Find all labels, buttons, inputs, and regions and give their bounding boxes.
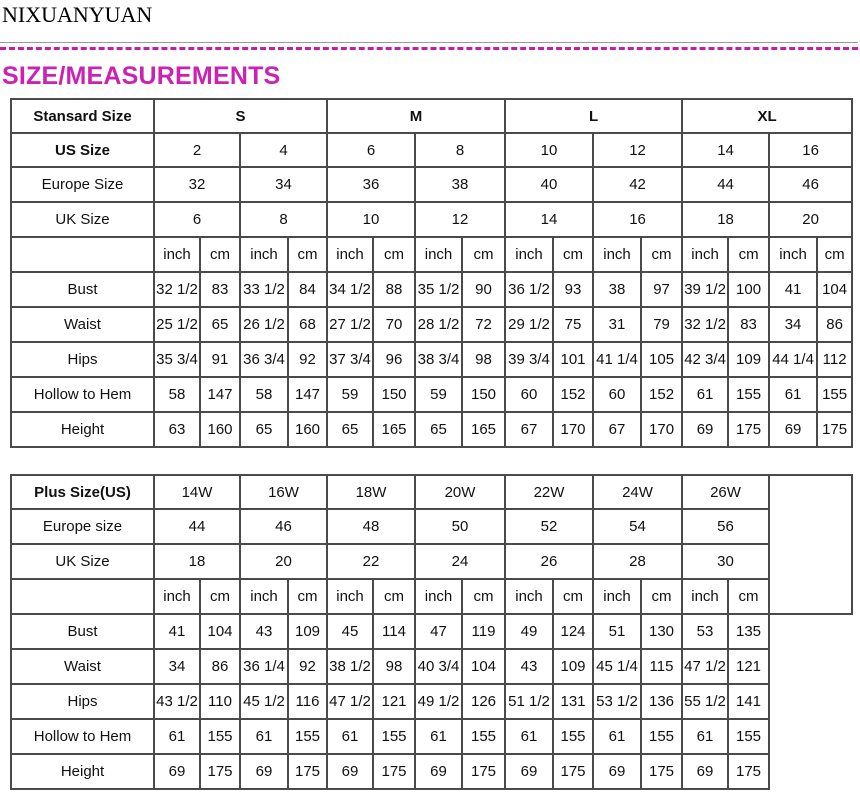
measurement-inch-value: 45 1/4: [593, 649, 641, 684]
europe-size-cell: 36: [327, 167, 415, 202]
measurement-cm-value: 101: [553, 342, 593, 377]
measurement-inch-value: 59: [415, 377, 462, 412]
measurement-cm-value: 72: [462, 307, 505, 342]
measurement-cm-value: 65: [200, 307, 240, 342]
measurement-cm-value: 152: [641, 377, 682, 412]
europe-size-cell: 46: [769, 167, 852, 202]
measurement-cm-value: 175: [817, 412, 852, 447]
measurement-cm-value: 147: [288, 377, 327, 412]
europe-size-cell: 42: [593, 167, 682, 202]
standard-size-table: [10, 98, 853, 448]
unit-row-blank: [11, 237, 154, 272]
uk-size-cell: 12: [415, 202, 505, 237]
measurement-cm-value: 165: [373, 412, 415, 447]
measurement-cm-value: 104: [817, 272, 852, 307]
measurement-inch-value: 38 3/4: [415, 342, 462, 377]
unit-cm: cm: [728, 579, 769, 614]
measurement-inch-value: 61: [769, 377, 817, 412]
unit-inch: inch: [769, 237, 817, 272]
size-group-l: L: [505, 99, 682, 133]
measurement-inch-value: 63: [154, 412, 200, 447]
measurement-inch-value: 55 1/2: [682, 684, 728, 719]
measurement-inch-value: 39 3/4: [505, 342, 553, 377]
plus-europe-size-cell: 46: [240, 509, 327, 544]
measurement-cm-value: 126: [462, 684, 505, 719]
measurement-inch-value: 65: [415, 412, 462, 447]
measurement-cm-value: 109: [728, 342, 769, 377]
unit-inch: inch: [682, 237, 728, 272]
measurement-inch-value: 45: [327, 614, 373, 649]
measurement-inch-value: 34 1/2: [327, 272, 373, 307]
measurement-inch-value: 60: [593, 377, 641, 412]
measurement-inch-value: 33 1/2: [240, 272, 288, 307]
plus-size-cell: 22W: [505, 475, 593, 509]
measurement-cm-value: 155: [728, 719, 769, 754]
uk-size-cell: 14: [505, 202, 593, 237]
measurement-cm-value: 136: [641, 684, 682, 719]
measurement-label: Waist: [11, 649, 154, 684]
measurement-label: Height: [11, 754, 154, 789]
unit-inch: inch: [327, 237, 373, 272]
measurement-cm-value: 88: [373, 272, 415, 307]
europe-size-cell: 44: [682, 167, 769, 202]
unit-cm: cm: [200, 237, 240, 272]
measurement-inch-value: 39 1/2: [682, 272, 728, 307]
us-size-cell: 10: [505, 133, 593, 167]
size-group-xl: XL: [682, 99, 852, 133]
brand-name: NIXUANYUAN: [2, 2, 153, 27]
unit-cm: cm: [462, 237, 505, 272]
europe-size-cell: 38: [415, 167, 505, 202]
measurement-cm-value: 150: [373, 377, 415, 412]
measurement-cm-value: 97: [641, 272, 682, 307]
us-size-cell: 4: [240, 133, 327, 167]
measurement-cm-value: 130: [641, 614, 682, 649]
plus-uk-size-cell: 22: [327, 544, 415, 579]
plus-size-cell: 24W: [593, 475, 682, 509]
plus-unit-row-blank: [11, 579, 154, 614]
measurement-inch-value: 69: [682, 754, 728, 789]
plus-uk-size-label: UK Size: [11, 544, 154, 579]
measurement-cm-value: 152: [553, 377, 593, 412]
measurement-cm-value: 112: [817, 342, 852, 377]
unit-cm: cm: [373, 579, 415, 614]
measurement-cm-value: 175: [728, 754, 769, 789]
us-size-cell: 2: [154, 133, 240, 167]
measurement-cm-value: 86: [200, 649, 240, 684]
measurement-row: [11, 412, 852, 447]
plus-size-cell: 14W: [154, 475, 240, 509]
measurement-cm-value: 86: [817, 307, 852, 342]
measurement-inch-value: 38: [593, 272, 641, 307]
measurement-inch-value: 61: [327, 719, 373, 754]
us-size-cell: 6: [327, 133, 415, 167]
measurement-inch-value: 42 3/4: [682, 342, 728, 377]
measurement-cm-value: 170: [641, 412, 682, 447]
measurement-cm-value: 155: [200, 719, 240, 754]
measurement-inch-value: 35 3/4: [154, 342, 200, 377]
measurement-inch-value: 58: [154, 377, 200, 412]
measurement-row: [11, 272, 852, 307]
measurement-inch-value: 51: [593, 614, 641, 649]
measurement-cm-value: 155: [462, 719, 505, 754]
measurement-inch-value: 53: [682, 614, 728, 649]
measurement-inch-value: 53 1/2: [593, 684, 641, 719]
measurement-inch-value: 61: [682, 377, 728, 412]
plus-europe-size-cell: 54: [593, 509, 682, 544]
measurement-cm-value: 110: [200, 684, 240, 719]
size-group-s: S: [154, 99, 327, 133]
unit-inch: inch: [505, 237, 553, 272]
us-size-cell: 16: [769, 133, 852, 167]
measurement-inch-value: 61: [593, 719, 641, 754]
unit-cm: cm: [553, 237, 593, 272]
measurement-inch-value: 25 1/2: [154, 307, 200, 342]
plus-uk-size-cell: 30: [682, 544, 769, 579]
measurement-inch-value: 29 1/2: [505, 307, 553, 342]
plus-uk-size-cell: 24: [415, 544, 505, 579]
unit-cm: cm: [288, 579, 327, 614]
plus-europe-size-label: Europe size: [11, 509, 154, 544]
measurement-inch-value: 69: [769, 412, 817, 447]
measurement-inch-value: 43 1/2: [154, 684, 200, 719]
measurement-inch-value: 38 1/2: [327, 649, 373, 684]
measurement-label: Hollow to Hem: [11, 377, 154, 412]
measurement-inch-value: 65: [327, 412, 373, 447]
europe-size-cell: 32: [154, 167, 240, 202]
measurement-label: Bust: [11, 614, 154, 649]
measurement-cm-value: 131: [553, 684, 593, 719]
measurement-inch-value: 32 1/2: [682, 307, 728, 342]
measurement-inch-value: 36 3/4: [240, 342, 288, 377]
measurement-cm-value: 98: [373, 649, 415, 684]
measurement-cm-value: 175: [641, 754, 682, 789]
measurement-inch-value: 26 1/2: [240, 307, 288, 342]
measurement-inch-value: 31: [593, 307, 641, 342]
measurement-cm-value: 90: [462, 272, 505, 307]
size-group-m: M: [327, 99, 505, 133]
measurement-inch-value: 61: [154, 719, 200, 754]
measurement-cm-value: 155: [728, 377, 769, 412]
us-size-label: US Size: [11, 133, 154, 167]
plus-europe-size-cell: 50: [415, 509, 505, 544]
measurement-cm-value: 83: [728, 307, 769, 342]
uk-size-cell: 20: [769, 202, 852, 237]
measurement-cm-value: 105: [641, 342, 682, 377]
measurement-cm-value: 175: [553, 754, 593, 789]
unit-cm: cm: [641, 579, 682, 614]
measurement-row: [11, 614, 852, 649]
measurement-inch-value: 44 1/4: [769, 342, 817, 377]
measurement-cm-value: 147: [200, 377, 240, 412]
measurement-row: [11, 377, 852, 412]
measurement-inch-value: 47: [415, 614, 462, 649]
measurement-cm-value: 96: [373, 342, 415, 377]
measurement-cm-value: 92: [288, 342, 327, 377]
measurement-inch-value: 67: [505, 412, 553, 447]
measurement-cm-value: 119: [462, 614, 505, 649]
unit-inch: inch: [240, 237, 288, 272]
measurement-inch-value: 47 1/2: [682, 649, 728, 684]
europe-size-cell: 34: [240, 167, 327, 202]
unit-inch: inch: [505, 579, 553, 614]
measurement-cm-value: 83: [200, 272, 240, 307]
measurement-inch-value: 69: [682, 412, 728, 447]
measurement-inch-value: 69: [240, 754, 288, 789]
measurement-cm-value: 175: [200, 754, 240, 789]
measurement-inch-value: 45 1/2: [240, 684, 288, 719]
measurement-cm-value: 141: [728, 684, 769, 719]
unit-cm: cm: [641, 237, 682, 272]
measurement-inch-value: 69: [327, 754, 373, 789]
measurement-cm-value: 98: [462, 342, 505, 377]
standard-size-header: Stansard Size: [11, 99, 154, 133]
measurement-row: [11, 684, 852, 719]
measurement-inch-value: 43: [240, 614, 288, 649]
measurement-cm-value: 116: [288, 684, 327, 719]
measurement-cm-value: 115: [641, 649, 682, 684]
uk-size-cell: 10: [327, 202, 415, 237]
measurement-cm-value: 150: [462, 377, 505, 412]
plus-europe-size-cell: 48: [327, 509, 415, 544]
measurement-inch-value: 36 1/4: [240, 649, 288, 684]
measurement-inch-value: 35 1/2: [415, 272, 462, 307]
measurement-inch-value: 65: [240, 412, 288, 447]
unit-cm: cm: [817, 237, 852, 272]
plus-uk-size-cell: 18: [154, 544, 240, 579]
measurement-cm-value: 68: [288, 307, 327, 342]
measurement-cm-value: 175: [288, 754, 327, 789]
plus-size-header: Plus Size(US): [11, 475, 154, 509]
measurement-inch-value: 69: [415, 754, 462, 789]
measurement-cm-value: 109: [553, 649, 593, 684]
us-size-cell: 14: [682, 133, 769, 167]
plus-europe-size-cell: 56: [682, 509, 769, 544]
uk-size-cell: 16: [593, 202, 682, 237]
measurement-inch-value: 32 1/2: [154, 272, 200, 307]
measurement-row: [11, 307, 852, 342]
measurement-cm-value: 70: [373, 307, 415, 342]
unit-inch: inch: [154, 237, 200, 272]
measurement-inch-value: 37 3/4: [327, 342, 373, 377]
measurement-inch-value: 27 1/2: [327, 307, 373, 342]
measurement-cm-value: 104: [462, 649, 505, 684]
uk-size-cell: 8: [240, 202, 327, 237]
unit-inch: inch: [415, 579, 462, 614]
unit-inch: inch: [593, 237, 641, 272]
measurement-cm-value: 79: [641, 307, 682, 342]
measurement-row: [11, 649, 852, 684]
dashed-divider: [0, 47, 858, 50]
measurement-cm-value: 92: [288, 649, 327, 684]
unit-cm: cm: [288, 237, 327, 272]
unit-inch: inch: [682, 579, 728, 614]
measurement-cm-value: 93: [553, 272, 593, 307]
plus-size-table: [10, 474, 853, 790]
plus-size-cell: 20W: [415, 475, 505, 509]
plus-uk-size-cell: 28: [593, 544, 682, 579]
measurement-inch-value: 49 1/2: [415, 684, 462, 719]
measurement-row: [11, 342, 852, 377]
us-size-cell: 8: [415, 133, 505, 167]
plus-size-cell: 18W: [327, 475, 415, 509]
unit-cm: cm: [553, 579, 593, 614]
unit-inch: inch: [593, 579, 641, 614]
section-title: SIZE/MEASUREMENTS: [2, 62, 281, 90]
measurement-cm-value: 135: [728, 614, 769, 649]
measurement-cm-value: 121: [728, 649, 769, 684]
plus-europe-size-cell: 52: [505, 509, 593, 544]
measurement-cm-value: 84: [288, 272, 327, 307]
measurement-inch-value: 61: [682, 719, 728, 754]
measurement-cm-value: 109: [288, 614, 327, 649]
uk-size-label: UK Size: [11, 202, 154, 237]
measurement-inch-value: 51 1/2: [505, 684, 553, 719]
measurement-inch-value: 61: [505, 719, 553, 754]
measurement-inch-value: 61: [240, 719, 288, 754]
plus-europe-size-cell: 44: [154, 509, 240, 544]
measurement-cm-value: 175: [373, 754, 415, 789]
measurement-label: Bust: [11, 272, 154, 307]
measurement-label: Height: [11, 412, 154, 447]
measurement-cm-value: 155: [373, 719, 415, 754]
measurement-inch-value: 36 1/2: [505, 272, 553, 307]
top-divider: [0, 42, 858, 43]
uk-size-cell: 18: [682, 202, 769, 237]
measurement-row: [11, 719, 852, 754]
unit-cm: cm: [373, 237, 415, 272]
unit-cm: cm: [728, 237, 769, 272]
measurement-inch-value: 69: [154, 754, 200, 789]
unit-inch: inch: [240, 579, 288, 614]
measurement-cm-value: 155: [641, 719, 682, 754]
plus-uk-size-cell: 20: [240, 544, 327, 579]
measurement-inch-value: 41: [769, 272, 817, 307]
measurement-inch-value: 43: [505, 649, 553, 684]
measurement-inch-value: 34: [154, 649, 200, 684]
measurement-cm-value: 160: [200, 412, 240, 447]
measurement-cm-value: 155: [288, 719, 327, 754]
measurement-cm-value: 104: [200, 614, 240, 649]
measurement-inch-value: 40 3/4: [415, 649, 462, 684]
us-size-cell: 12: [593, 133, 682, 167]
measurement-inch-value: 49: [505, 614, 553, 649]
measurement-inch-value: 69: [505, 754, 553, 789]
unit-cm: cm: [200, 579, 240, 614]
measurement-cm-value: 170: [553, 412, 593, 447]
measurement-row: [11, 754, 852, 789]
measurement-label: Hips: [11, 684, 154, 719]
measurement-cm-value: 121: [373, 684, 415, 719]
uk-size-cell: 6: [154, 202, 240, 237]
europe-size-cell: 40: [505, 167, 593, 202]
measurement-label: Hips: [11, 342, 154, 377]
measurement-cm-value: 124: [553, 614, 593, 649]
measurement-cm-value: 175: [728, 412, 769, 447]
measurement-inch-value: 61: [415, 719, 462, 754]
plus-size-cell: 26W: [682, 475, 769, 509]
measurement-inch-value: 34: [769, 307, 817, 342]
measurement-inch-value: 67: [593, 412, 641, 447]
measurement-cm-value: 75: [553, 307, 593, 342]
measurement-inch-value: 47 1/2: [327, 684, 373, 719]
unit-inch: inch: [154, 579, 200, 614]
measurement-label: Waist: [11, 307, 154, 342]
measurement-cm-value: 155: [553, 719, 593, 754]
measurement-inch-value: 69: [593, 754, 641, 789]
measurement-cm-value: 100: [728, 272, 769, 307]
measurement-cm-value: 91: [200, 342, 240, 377]
measurement-inch-value: 41 1/4: [593, 342, 641, 377]
measurement-inch-value: 58: [240, 377, 288, 412]
measurement-inch-value: 60: [505, 377, 553, 412]
unit-cm: cm: [462, 579, 505, 614]
measurement-cm-value: 165: [462, 412, 505, 447]
measurement-cm-value: 175: [462, 754, 505, 789]
measurement-cm-value: 160: [288, 412, 327, 447]
measurement-inch-value: 41: [154, 614, 200, 649]
plus-size-cell: 16W: [240, 475, 327, 509]
measurement-label: Hollow to Hem: [11, 719, 154, 754]
measurement-cm-value: 155: [817, 377, 852, 412]
measurement-inch-value: 28 1/2: [415, 307, 462, 342]
unit-inch: inch: [327, 579, 373, 614]
plus-uk-size-cell: 26: [505, 544, 593, 579]
europe-size-label: Europe Size: [11, 167, 154, 202]
measurement-cm-value: 114: [373, 614, 415, 649]
plus-table-blank-column: [769, 475, 852, 614]
measurement-inch-value: 59: [327, 377, 373, 412]
unit-inch: inch: [415, 237, 462, 272]
